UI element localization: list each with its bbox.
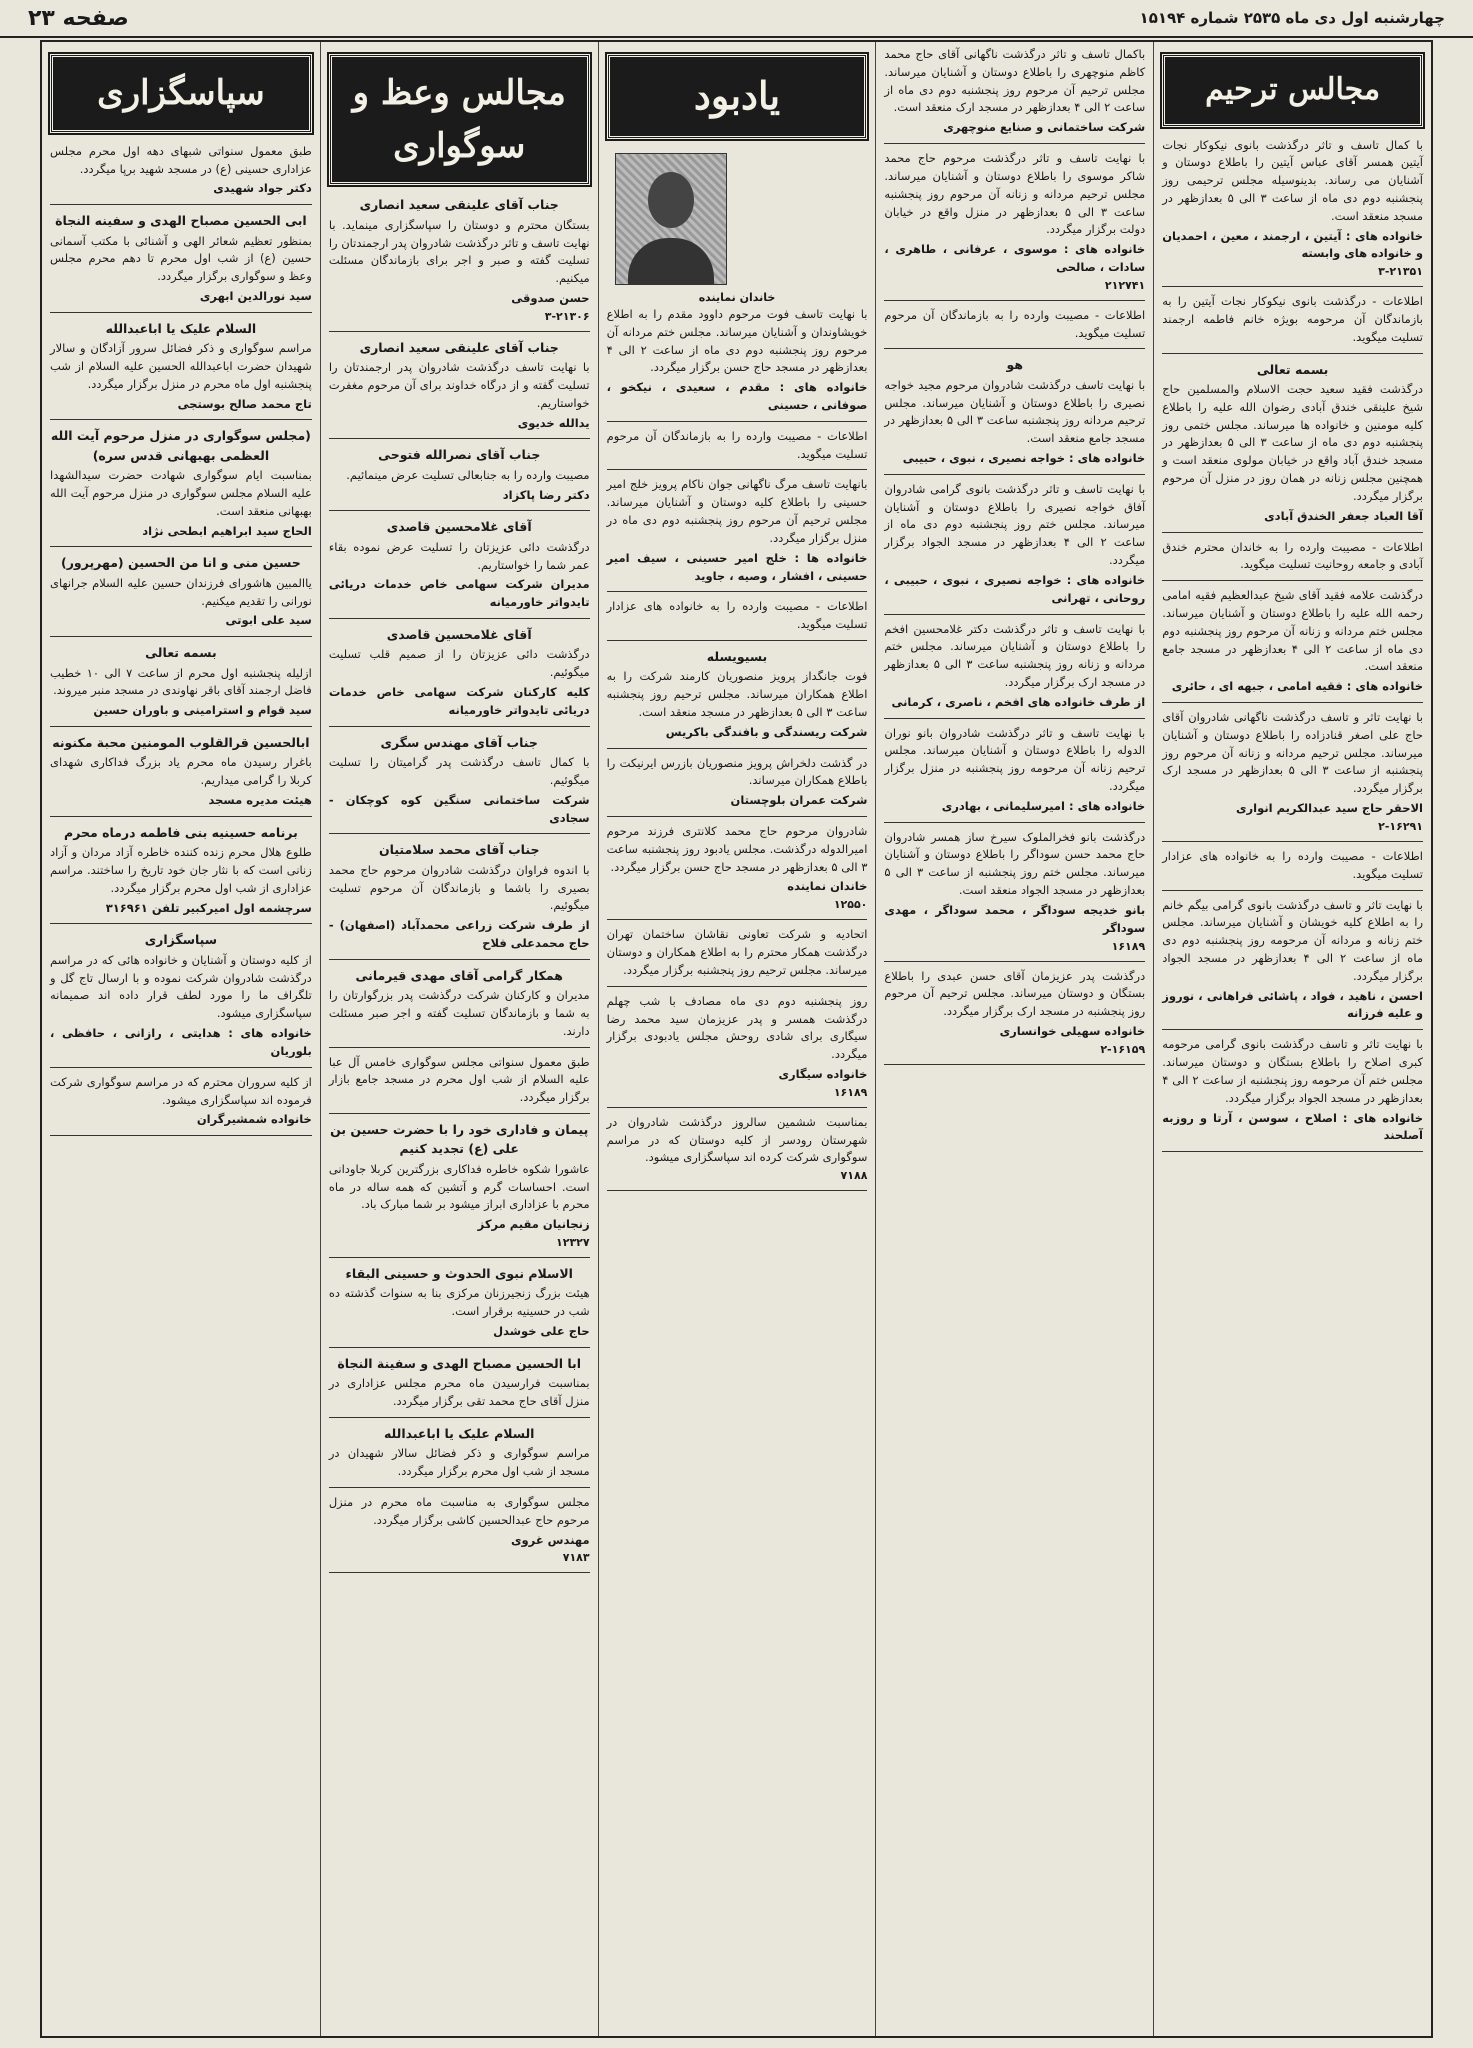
notice-signature: مدیران شرکت سهامی خاص خدمات دریائی تایدواتر خاورمیانه [328, 577, 590, 610]
divider [607, 919, 868, 920]
notice-code: ۲-۱۶۲۹۱ [1378, 819, 1423, 833]
notice-body: مجلس سوگواری به مناسبت ماه محرم در منزل مرحوم حاج عبدالحسین کاشی برگزار میگردد. [328, 1494, 590, 1527]
notice-signature: سرچشمه اول امیرکبیر تلفن ۳۱۶۹۶۱ [105, 900, 312, 915]
notice [329, 195, 590, 324]
notice-title: آقای غلامحسین قاصدی [386, 627, 532, 643]
notice-signature: احسن ، ناهید ، فواد ، پاشائی فراهانی ، نوروز و علیه فرزانه [1162, 988, 1423, 1021]
notice-body: بمناسبت ایام سوگواری شهادت حضرت سیدالشهدا علیه السلام مجلس سوگواری در منزل مرحوم آیت الله بهبهانی منعقد است. [50, 468, 312, 518]
notice-signature: خانواده های : فقیه امامی ، جبهه ای ، حائری [1171, 679, 1423, 694]
notice-body: از کلیه سروران محترم که در مراسم سوگواری شرکت فرموده اند سپاسگزاری میشود. [50, 1074, 312, 1107]
notice-body: فوت جانگداز پرویز منصوریان کارمند شرکت را به اطلاع همکاران میرساند. مجلس ترحیم روز پنجشنبه ساعت ۳ الی ۵ بعدازظهر در مسجد منعقد است. [606, 669, 868, 719]
divider [329, 1113, 590, 1114]
column-3 [598, 42, 876, 2036]
notice-title: جناب آقای علینقی سعید انصاری [359, 197, 559, 213]
section-banner: مجالس وعظ و سوگواری [329, 54, 590, 185]
divider [884, 143, 1145, 144]
section-banner: مجالس ترحیم [1162, 54, 1423, 127]
notice [607, 823, 868, 913]
notice [607, 1114, 868, 1184]
divider [884, 961, 1145, 962]
divider [607, 748, 868, 749]
divider [1162, 1029, 1423, 1030]
notice-signature: شرکت عمران بلوچستان [730, 793, 868, 808]
notice-title: الاسلام نبوی الحدوث و حسینی البقاء [345, 1266, 573, 1282]
notice-code: ۲-۱۶۱۵۹ [1100, 1042, 1146, 1056]
divider [329, 959, 590, 960]
notice-title: (مجلس سوگواری در منزل مرحوم آیت الله العظمی بهبهانی قدس سره) [50, 428, 311, 463]
notice [329, 1494, 590, 1566]
notice [50, 823, 312, 918]
notice-body: اطلاعات - مصیبت وارده را به خانواده های عزادار تسلیت میگوید. [1162, 848, 1423, 881]
notice-title: ابالحسین قرالقلوب المومنین محبة مکنونه [52, 735, 310, 750]
divider [50, 546, 312, 547]
divider [50, 1067, 312, 1068]
notice [607, 428, 868, 464]
notice-body: از کلیه دوستان و آشنایان و خانواده هائی که در مراسم درگذشت شادروان شرکت نموده و با ارسال تاج گل و تلگراف ما را مورد لطف قرار داده اند صمیمانه سپاسگزاری میشود. [50, 952, 312, 1021]
divider [1162, 532, 1423, 533]
divider [607, 421, 868, 422]
notice-body: اطلاعات - مصیبت وارده را به بازماندگان آن مرحوم تسلیت میگوید. [606, 428, 868, 461]
notice-signature: الاحقر حاج سید عبدالکریم انواری [1236, 801, 1423, 816]
notice [329, 733, 590, 828]
notice-signature: خانواده های : آیتین ، ارجمند ، معین ، احمدیان و خانواده های وابسته [1162, 228, 1423, 261]
notice-title: ابی الحسین مصباح الهدی و سفینه النجاة [55, 213, 307, 229]
notice-body: بانهایت تاسف مرگ ناگهانی جوان ناکام پرویز خلج امیر حسینی را باطلاع کلیه دوستان و آشنایان میرساند. مجلس ترحیم آن مرحوم روز پنجشنبه دوم دی ماه در منزل برگزار میگردد. [606, 477, 868, 545]
notice-body: اطلاعات - مصیبت وارده را به خاندان محترم خندق آبادی و جامعه روحانیت تسلیت میگوید. [1162, 539, 1423, 572]
notice-signature: خانواده های : هدایتی ، رازانی ، حافظی ، بلوریان [50, 1026, 312, 1058]
notice-signature: شرکت ساختمانی سنگین کوه کوچکان - سجادی [328, 792, 590, 825]
notice [1162, 1036, 1423, 1145]
notice-title: جناب آقای مهندس سگری [380, 734, 538, 750]
notice-body: با نهایت تاسف فوت مرحوم داوود مقدم را به اطلاع خویشاوندان و آشنایان میرساند. مجلس ختم مردانه آن مرحوم روز پنجشنبه دوم دی ماه از ساعت ۲ الی ۴ بعدازظهر در مسجد حاج حسن برگزار میگردد. [606, 306, 868, 375]
divider [50, 816, 312, 817]
notice-signature: حاج علی خوشدل [493, 1324, 590, 1339]
divider [1162, 580, 1423, 581]
notice-body: با نهایت تاسف و تاثر درگذشت مرحوم حاج محمد شاکر موسوی را باطلاع دوستان و آشنایان میرساند. مجلس ترحیم مردانه و زنانه آن مرحوم روز پنجشنبه ساعت ۳ الی ۵ بعدازظهر در منزل واقع در خیابان دولت برگزار میگردد. [884, 151, 1146, 237]
notice [1162, 360, 1423, 526]
notice-code: ۲۱۲۷۴۱ [1104, 278, 1146, 292]
notice-signature: از طرف شرکت زراعی محمدآباد (اصفهان) - حاج محمدعلی فلاح [328, 918, 590, 950]
notice [50, 143, 312, 198]
notice-code: ۳-۲۱۳۰۶ [544, 309, 590, 323]
notice-title: بسمه تعالی [145, 645, 217, 661]
notice-signature: شرکت ساختمانی و صنایع منوچهری [943, 120, 1146, 135]
divider [50, 204, 312, 205]
notice-title: برنامه حسینیه بنی فاطمه درماه محرم [64, 824, 298, 840]
notice [1162, 137, 1423, 281]
divider [607, 816, 868, 817]
notice-body: طلوع هلال محرم زنده کننده خاطره آزاد مردان و آزاد زنانی است که با نثار جان خود تاریخ را ساختند. مراسم عزاداری از شب اول محرم برگزار میگردد. [50, 845, 312, 895]
divider [607, 640, 868, 641]
notice [884, 829, 1145, 955]
notice-body: مدیران و کارکنان شرکت درگذشت پدر بزرگوارتان را به شما و بازماندگان تسلیت گفته و اجر صبر مسئلت دارند. [328, 988, 590, 1038]
divider [884, 348, 1145, 349]
notice-signature: یدالله خدیوی [517, 415, 590, 430]
notice-body: باغرار رسیدن ماه محرم یاد بزرگ فداکاری شهدای کربلا را گرامی میداریم. [50, 755, 312, 788]
notice-body: اطلاعات - مصیبت وارده را به خانواده های عزادار تسلیت میگوید. [606, 599, 868, 632]
notice [50, 553, 312, 630]
notice-title: السلام علیک یا اباعبدالله [105, 320, 257, 336]
notice-title: السلام علیک یا اباعبدالله [383, 1425, 535, 1441]
notice [607, 306, 868, 415]
notice [884, 481, 1145, 608]
notice-body: با نهایت تاثر و تاسف درگذشت بانوی گرامی بیگم خانم را به اطلاع کلیه خویشان و آشنایان میرساند. مجلس ختم زنانه و مردانه آن مرحومه روز پنجشنبه دوم دی ماه از ساعت ۲ الی ۴ بعدازظهر در مسجد الجواد برگزار میگردد. [1162, 897, 1423, 983]
notice [50, 426, 312, 540]
notice-body: با اندوه فراوان درگذشت شادروان مرحوم حاج محمد بصیری را باشما و بازماندگان آن مرحوم تسلیت میگوئیم. [328, 862, 590, 913]
notice-code: ۱۶۱۸۹ [833, 1085, 868, 1099]
divider [329, 1487, 590, 1488]
column-1 [1153, 42, 1431, 2036]
notice [884, 621, 1145, 712]
notice-body: با کمال تاسف درگذشت پدر گرامیتان را تسلیت میگوئیم. [328, 755, 590, 787]
notice-code: ۷۱۸۳ [562, 1551, 590, 1565]
notice-signature: تاج محمد صالح بوستجی [177, 396, 312, 411]
divider [329, 1257, 590, 1258]
divider [1162, 1151, 1423, 1152]
section-banner: یادبود [607, 54, 868, 139]
page-header [0, 0, 1473, 38]
divider [884, 614, 1145, 615]
divider [884, 474, 1145, 475]
notice-body: اطلاعات - مصیبت وارده را به بازماندگان آن مرحوم تسلیت میگوید. [884, 307, 1146, 340]
notice [1162, 897, 1423, 1024]
notice-signature: الحاج سید ابراهیم ابطحی نژاد [142, 523, 312, 538]
content-frame [40, 40, 1433, 2038]
notice-signature: خانواده های : امیرسلیمانی ، بهادری [941, 798, 1146, 813]
notice-signature: سید نورالدین ابهری [199, 288, 312, 303]
notice-body: درگذشت فقید سعید حجت الاسلام والمسلمین حاج شیخ علینقی خندق آبادی رضوان الله علیه را باطلاع کلیه مومنین و خانواده ها میرساند. مجلس ختمی روز پنجشنبه دوم دی ماه از ساعت ۳ الی ۵ بعدازظهر در مسجد خندق آباد واقع در خیابان مولوی منعقد است و همچنین مجلس زنانه در همان روز در منزل آن مرحوم برگزار میگردد. [1162, 382, 1423, 503]
notice-body: شادروان مرحوم حاج محمد کلانتری فرزند مرحوم امیرالدوله درگذشت. مجلس یادبود روز پنجشنبه ساعت ۳ الی ۵ بعدازظهر در مسجد حاج حسن برگزار میگردد. [606, 824, 868, 874]
column-4 [320, 42, 598, 2036]
notice [50, 319, 312, 414]
notice-title: ابا الحسین مصباح الهدی و سفینة النجاة [337, 1355, 582, 1371]
notice-body: مراسم سوگواری و ذکر فضائل سرور آزادگان و سالار شهیدان حضرت اباعبدالله الحسین علیه السلام از شب پنجشنبه اول ماه محرم در منزل برگزار میگردد. [50, 341, 312, 391]
notice [607, 647, 868, 742]
notice-body: درگذشت بانو فخرالملوک سیرخ ساز همسر شادروان حاج محمد حسن سوداگر را باطلاع دوستان و آشنایان میرساند. مجلس ختم روز پنجشنبه از ساعت ۳ الی ۵ بعدازظهر در مسجد الجواد منعقد است. [884, 829, 1146, 898]
notice-body: روز پنجشنبه دوم دی ماه مصادف با شب چهلم درگذشت همسر و پدر عزیزمان سید محمد رضا سیگاری برای شادی روحش مجلس یادبودی برگزار میگردد. [606, 993, 868, 1062]
notice-body: با نهایت تاسف و تاثر درگذشت دکتر غلامحسین افخم را باطلاع دوستان و آشنایان میرساند. مجلس ختم مردانه و زنانه روز پنجشنبه ساعت ۳ الی ۵ بعدازظهر در مسجد ارک برگزار میگردد. [884, 621, 1146, 689]
divider [329, 1347, 590, 1348]
divider [329, 1417, 590, 1418]
notice-code: ۳-۲۱۳۵۱ [1378, 265, 1423, 279]
divider [329, 331, 590, 332]
divider [607, 591, 868, 592]
divider [1162, 890, 1423, 891]
divider [329, 726, 590, 727]
notice-body: با کمال تاسف و تاثر درگذشت بانوی نیکوکار نجات آیتین همسر آقای عباس آیتین را باطلاع دوستان و آشنایان می رساند. بدینوسیله مجلس ترحیمی روز پنجشنبه دوم دی ماه از ساعت ۳ الی ۵ بعدازظهر در مسجد منعقد است. [1162, 137, 1423, 223]
notice-signature: خانواده ها : خلج امیر حسینی ، سیف امیر حسینی ، افشار ، وصیه ، جاوید [606, 550, 868, 583]
notice [50, 1074, 312, 1129]
notice-title: بسمه تعالی [1256, 361, 1329, 377]
divider [329, 1572, 590, 1573]
divider [1162, 841, 1423, 842]
notice-body: درگذشت علامه فقید آقای شیخ عبدالعظیم فقیه امامی رحمه الله علیه را باطلاع دوستان و آشنایان میرساند. مجلس ختم مردانه و زنانه آن مرحوم روز پنجشنبه دوم دی ماه از ساعت ۲ الی ۴ بعدازظهر در مسجد جامع منعقد است. [1162, 588, 1423, 674]
notice-title: جناب آقای نصرالله فتوحی [378, 447, 541, 463]
notice-body: اطلاعات - درگذشت بانوی نیکوکار نجات آیتین را به بازماندگان آن مرحومه بویژه خانم فاطمه ارجمند تسلیت میگوید. [1162, 294, 1423, 344]
notice-signature: خانواده های : خواجه نصیری ، نبوی ، حبیبی [902, 451, 1146, 466]
memorial-portrait [615, 153, 727, 285]
section-banner: سپاسگزاری [50, 54, 312, 133]
notice-signature: سید قوام و استرامینی و باوران حسین [93, 703, 312, 718]
notice-signature: خانواده سهیلی خوانساری [999, 1024, 1146, 1039]
divider [607, 469, 868, 470]
divider [607, 1190, 868, 1191]
divider [884, 718, 1145, 719]
notice-title: سپاسگزاری [144, 932, 218, 948]
notice-body: درگذشت دائی عزیزتان را تسلیت عرض نموده بقاء عمر شما را خواستاریم. [328, 539, 590, 572]
notice [50, 733, 312, 810]
portrait-caption: خاندان نماینده [698, 290, 776, 304]
notice [329, 1424, 590, 1481]
notice-body: هیئت بزرگ زنجیرزنان مرکزی بنا به سنوات گذشته ده شب در حسینیه برقرار است. [328, 1286, 590, 1319]
divider [329, 1047, 590, 1048]
divider [1162, 702, 1423, 703]
notice-body: یاالمبین هاشورای فرزندان حسین علیه السلام جرانهای نورانی را تقدیم میکنیم. [50, 575, 312, 608]
notice [884, 46, 1145, 137]
notice-signature: خاندان نماینده [787, 879, 868, 894]
notice-body: باکمال تاسف و تاثر درگذشت ناگهانی آقای حاج محمد کاظم منوچهری را باطلاع دوستان و آشنایان میرساند. مجلس ترحیم آن مرحوم روز پنجشنبه دوم دی ماه از ساعت ۲ الی ۴ بعدازظهر در مسجد ارک منعقد است. [884, 47, 1146, 115]
notice-signature: شرکت ریسندگی و بافندگی باکریس [665, 724, 868, 739]
notice [1162, 539, 1423, 575]
column-2 [875, 42, 1153, 2036]
divider [1162, 353, 1423, 354]
notice-code: ۱۲۵۵۰ [833, 898, 868, 912]
notice-body: مراسم سوگواری و ذکر فضائل سالار شهیدان در مسجد از شب اول محرم برگزار میگردد. [328, 1446, 590, 1479]
notice [607, 476, 868, 585]
page-number: صفحه ۲۳ [28, 5, 129, 31]
notice [1162, 587, 1423, 696]
notice-signature: سید علی ابوتی [225, 613, 312, 628]
notice [50, 211, 312, 306]
notice-body: ازلیله پنجشنبه اول محرم از ساعت ۷ الی ۱۰ خطیب فاضل ارجمند آقای باقر نهاوندی در مسجد منبر میروند. [50, 665, 312, 698]
divider [884, 822, 1145, 823]
notice-signature: از طرف خانواده های افخم ، ناصری ، کرمانی [891, 694, 1146, 709]
column-5 [42, 42, 320, 2036]
notice-signature: مهندس غروی [510, 1532, 590, 1547]
notice-body: با نهایت تاسف و تاثر درگذشت شادروان بانو نوران الدوله را باطلاع دوستان و آشنایان میرساند. مجلس ترحیم زنانه آن مرحومه روز پنجشنبه در منزل برگزار میگردد. [884, 725, 1146, 794]
notice [329, 445, 590, 504]
divider [50, 636, 312, 637]
notice-body: درگذشت پدر عزیزمان آقای حسن عبدی را باطلاع بستگان و دوستان میرساند. مجلس ترحیم آن مرحوم روز پنجشنبه در مسجد ارک برگزار میگردد. [884, 968, 1146, 1019]
notice-body: بستگان محترم و دوستان را سپاسگزاری مینماید. با نهایت تاسف و تاثر درگذشت شادروان پدر ارجمندتان را تسلیت گفته و صبر و اجر برای بازماندگان مسئلت میکنیم. [328, 217, 590, 286]
notice-signature: بانو خدیجه سوداگر ، محمد سوداگر ، مهدی سوداگر [884, 902, 1146, 935]
notice [50, 643, 312, 720]
notice-body: درگذشت دائی عزیزتان را از صمیم قلب تسلیت میگوئیم. [328, 647, 590, 680]
notice-body: طبق معمول سنواتی شبهای دهه اول محرم مجلس عزاداری حسینی (ع) در مسجد شهید برپا میگردد. [50, 143, 312, 176]
notice-body: با نهایت تاسف درگذشت شادروان مرحوم مجید خواجه نصیری را باطلاع دوستان و آشنایان میرساند. مجلس ترحیم مردانه روز پنجشنبه ساعت ۳ الی ۵ بعدازظهر در مسجد جامع منعقد است. [884, 377, 1146, 446]
divider [329, 833, 590, 834]
notice-signature: خانواده های : خواجه نصیری ، نبوی ، حبیبی ، روحانی ، تهرانی [884, 572, 1146, 605]
notice-title: آقای غلامحسین قاصدی [386, 519, 532, 535]
notice [884, 725, 1145, 816]
notice-body: اتحادیه و شرکت تعاونی نقاشان ساختمان تهران درگذشت همکار محترم را به اطلاع همکاران و دوستان میرساند. مجلس ترحیم روز پنجشنبه برگزار میگردد. [606, 927, 868, 977]
divider [1162, 286, 1423, 287]
notice-title: حسین منی و انا من الحسین (مهرپرور) [61, 555, 301, 571]
divider [329, 618, 590, 619]
divider [50, 923, 312, 924]
notice-signature: زنجانیان مقیم مرکز [477, 1217, 590, 1232]
divider [50, 312, 312, 313]
notice [329, 338, 590, 433]
notice-body: مصیبت وارده را به جنابعالی تسلیت عرض مینمائیم. [346, 467, 590, 482]
notice-signature: خانواده های : مقدم ، سعیدی ، نیکخو ، صوفانی ، حسینی [606, 380, 868, 412]
notice-body: با نهایت تاسف درگذشت شادروان پدر ارجمندتان را تسلیت گفته و از درگاه خداوند برای آن مرحوم مغفرت خواستاریم. [328, 360, 590, 410]
divider [50, 419, 312, 420]
notice-body: با نهایت تاثر و تاسف درگذشت بانوی گرامی مرحومه کبری اصلاح را باطلاع بستگان و دوستان میرساند. مجلس ختم آن مرحومه روز پنجشنبه از ساعت ۲ الی ۴ بعدازظهر در مسجد الجواد برگزار میگردد. [1162, 1037, 1423, 1105]
notice [1162, 293, 1423, 346]
notice [1162, 848, 1423, 884]
notice-code: ۷۱۸۸ [840, 1169, 868, 1183]
notice-body: عاشورا شکوه خاطره فداکاری بزرگترین کربلا جاودانی است. احساسات گرم و آتشین که همه ساله در ماه محرم با عزاداری ابراز میشود بر شما مبارک باد. [328, 1161, 590, 1212]
notice [607, 598, 868, 634]
notice [329, 1354, 590, 1411]
notice-signature: خانواده های : اصلاح ، سوسن ، آرتا و روزبه آصلحند [1162, 1110, 1423, 1143]
notice [884, 150, 1145, 294]
divider [329, 510, 590, 511]
notice [329, 517, 590, 612]
notice [884, 968, 1145, 1058]
divider [50, 726, 312, 727]
divider [607, 1107, 868, 1108]
notice [1162, 709, 1423, 835]
divider [884, 1064, 1145, 1065]
notice-signature: دکتر رضا پاکزاد [502, 487, 590, 502]
notice [607, 926, 868, 979]
notice-title: همکار گرامی آقای مهدی قیرمانی [355, 967, 563, 983]
notice-signature: خانواده شمشیرگران [196, 1112, 312, 1127]
notice-signature: آقا العباد جعفر الخندق آبادی [1264, 508, 1423, 523]
notice [329, 1264, 590, 1341]
notice [329, 625, 590, 720]
divider [50, 1135, 312, 1136]
notice [884, 355, 1145, 467]
issue-line: چهارشنبه اول دی ماه ۲۵۳۵ شماره ۱۵۱۹۴ [1139, 9, 1445, 27]
notice-code: ۱۲۳۲۷ [556, 1236, 590, 1250]
notice-title: هو [1006, 357, 1024, 373]
notice [607, 993, 868, 1101]
notice [329, 1120, 590, 1251]
notice [607, 755, 868, 810]
notice-signature: کلیه کارکنان شرکت سهامی خاص خدمات دریائی تایدواتر خاورمیانه [328, 685, 590, 717]
notice-body: با نهایت تاسف و تاثر درگذشت بانوی گرامی شادروان آفاق خواجه نصیری را باطلاع دوستان و آشنایان میرساند. مجلس ختم روز پنجشنبه دوم دی ماه از ساعت ۲ الی ۴ بعدازظهر در مسجد الجواد برگزار میگردد. [884, 481, 1146, 568]
notice-body: بمناسبت فرارسیدن ماه محرم مجلس عزاداری در منزل آقای حاج محمد تقی برگزار میگردد. [328, 1376, 590, 1409]
notice-title: پیمان و فاداری خود را با حضرت حسین بن علی (ع) تجدید کنیم [330, 1122, 589, 1157]
notice [329, 840, 590, 952]
notice-title: بسیویسله [706, 648, 768, 664]
notice-body: بمنظور تعظیم شعائر الهی و آشنائی با مکتب آسمانی حسین (ع) از شب اول محرم تا دهم محرم مجلس وعظ و سوگواری برگزار میگردد. [50, 233, 312, 284]
divider [884, 300, 1145, 301]
notice-body: طبق معمول سنواتی مجلس سوگواری خامس آل عبا علیه السلام از شب اول محرم در مسجد جامع بازار برگزار میگردد. [328, 1054, 590, 1105]
notice-title: جناب آقای علینقی سعید انصاری [359, 339, 559, 355]
notice-signature: هیئت مدیره مسجد [208, 793, 312, 807]
divider [329, 438, 590, 439]
notice-body: بمناسبت ششمین سالروز درگذشت شادروان در شهرستان رودسر از کلیه دوستان که در مراسم سوگواری شرکت کرده اند سپاسگزاری میشود. [606, 1114, 868, 1165]
notice [50, 930, 312, 1060]
notice [329, 966, 590, 1041]
notice-body: با نهایت تاثر و تاسف درگذشت ناگهانی شادروان آقای حاج علی اصغر قنادزاده را باطلاع دوستان و آشنایان میرساند. مجلس ترحیم مردانه و زنانه آن مرحوم روز پنجشنبه از ساعت ۳ الی ۵ بعدازظهر در مسجد ارک برگزار میگردد. [1162, 710, 1423, 796]
columns [42, 42, 1431, 2036]
notice-title: جناب آقای محمد سلامتیان [378, 842, 540, 858]
notice-body: در گذشت دلخراش پرویز منصوریان بازرس ایرنیکت را باطلاع همکاران میرساند. [606, 755, 868, 788]
notice-signature: خانواده های : موسوی ، عرفانی ، طاهری ، سادات ، صالحی [884, 242, 1146, 274]
notice-signature: دکتر جواد شهیدی [213, 181, 312, 196]
notice [884, 307, 1145, 343]
notice-signature: حسن صدوقی [511, 291, 590, 305]
divider [607, 986, 868, 987]
notice-signature: خانواده سیگاری [778, 1066, 868, 1081]
notice-code: ۱۶۱۸۹ [1111, 939, 1146, 953]
notice [329, 1054, 590, 1107]
